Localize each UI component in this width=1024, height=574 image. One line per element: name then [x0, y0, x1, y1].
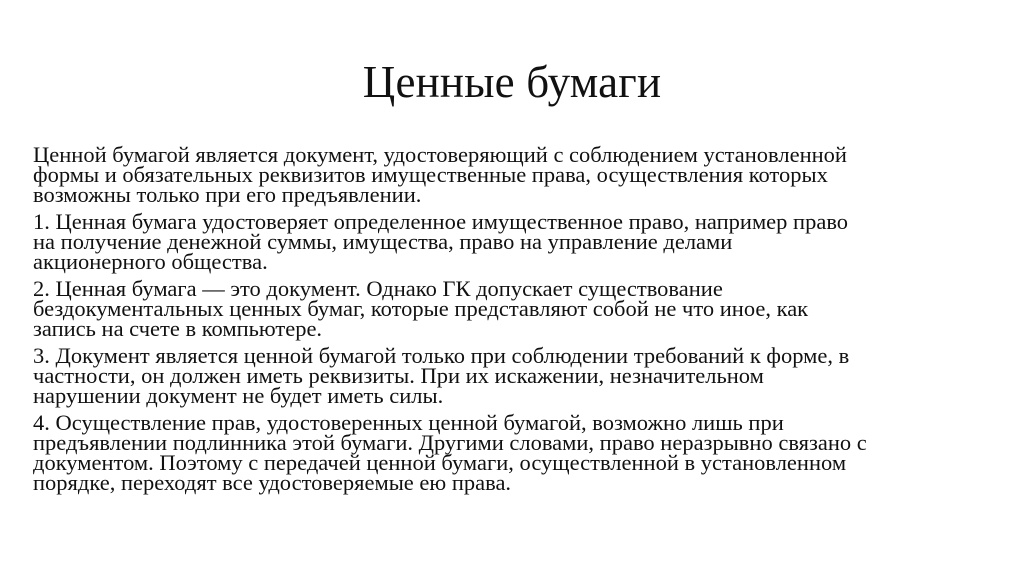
slide-body [33, 143, 991, 498]
text-line: частности, он должен иметь реквизиты. При их искажении, незначительном [33, 363, 764, 388]
text-line: на получение денежной суммы, имущества, право на управление делами [33, 229, 733, 254]
text-line: 1. Ценная бумага удостоверяет определенное имущественное право, например право [33, 209, 849, 234]
text-line: Ценной бумагой является документ, удостоверяющий с соблюдением установленной [33, 142, 847, 167]
paragraph-point-4 [33, 411, 991, 493]
text-line: акционерного общества. [33, 249, 268, 274]
paragraph-point-3 [33, 344, 991, 406]
text-line: порядке, переходят все удостоверяемые ею права. [33, 470, 512, 495]
text-line: документом. Поэтому с передачей ценной бумаги, осуществленной в установленном [33, 450, 847, 475]
text-line: возможны только при его предъявлении. [33, 182, 422, 207]
text-line: 4. Осуществление прав, удостоверенных ценной бумагой, возможно лишь при [33, 410, 784, 435]
paragraph-definition [33, 143, 991, 205]
text-line: нарушении документ не будет иметь силы. [33, 383, 444, 408]
text-line: 3. Документ является ценной бумагой только при соблюдении требований к форме, в [33, 343, 850, 368]
text-line: предъявлении подлинника этой бумаги. Другими словами, право неразрывно связано с [33, 430, 867, 455]
text-line: формы и обязательных реквизитов имущественные права, осуществления которых [33, 162, 828, 187]
text-line: 2. Ценная бумага — это документ. Однако ГК допускает существование [33, 276, 723, 301]
text-line: бездокументальных ценных бумаг, которые представляют собой не что иное, как [33, 296, 809, 321]
slide-title: Ценные бумаги [362, 57, 662, 107]
text-line: запись на счете в компьютере. [33, 316, 323, 341]
paragraph-point-2 [33, 277, 991, 339]
paragraph-point-1 [33, 210, 991, 272]
